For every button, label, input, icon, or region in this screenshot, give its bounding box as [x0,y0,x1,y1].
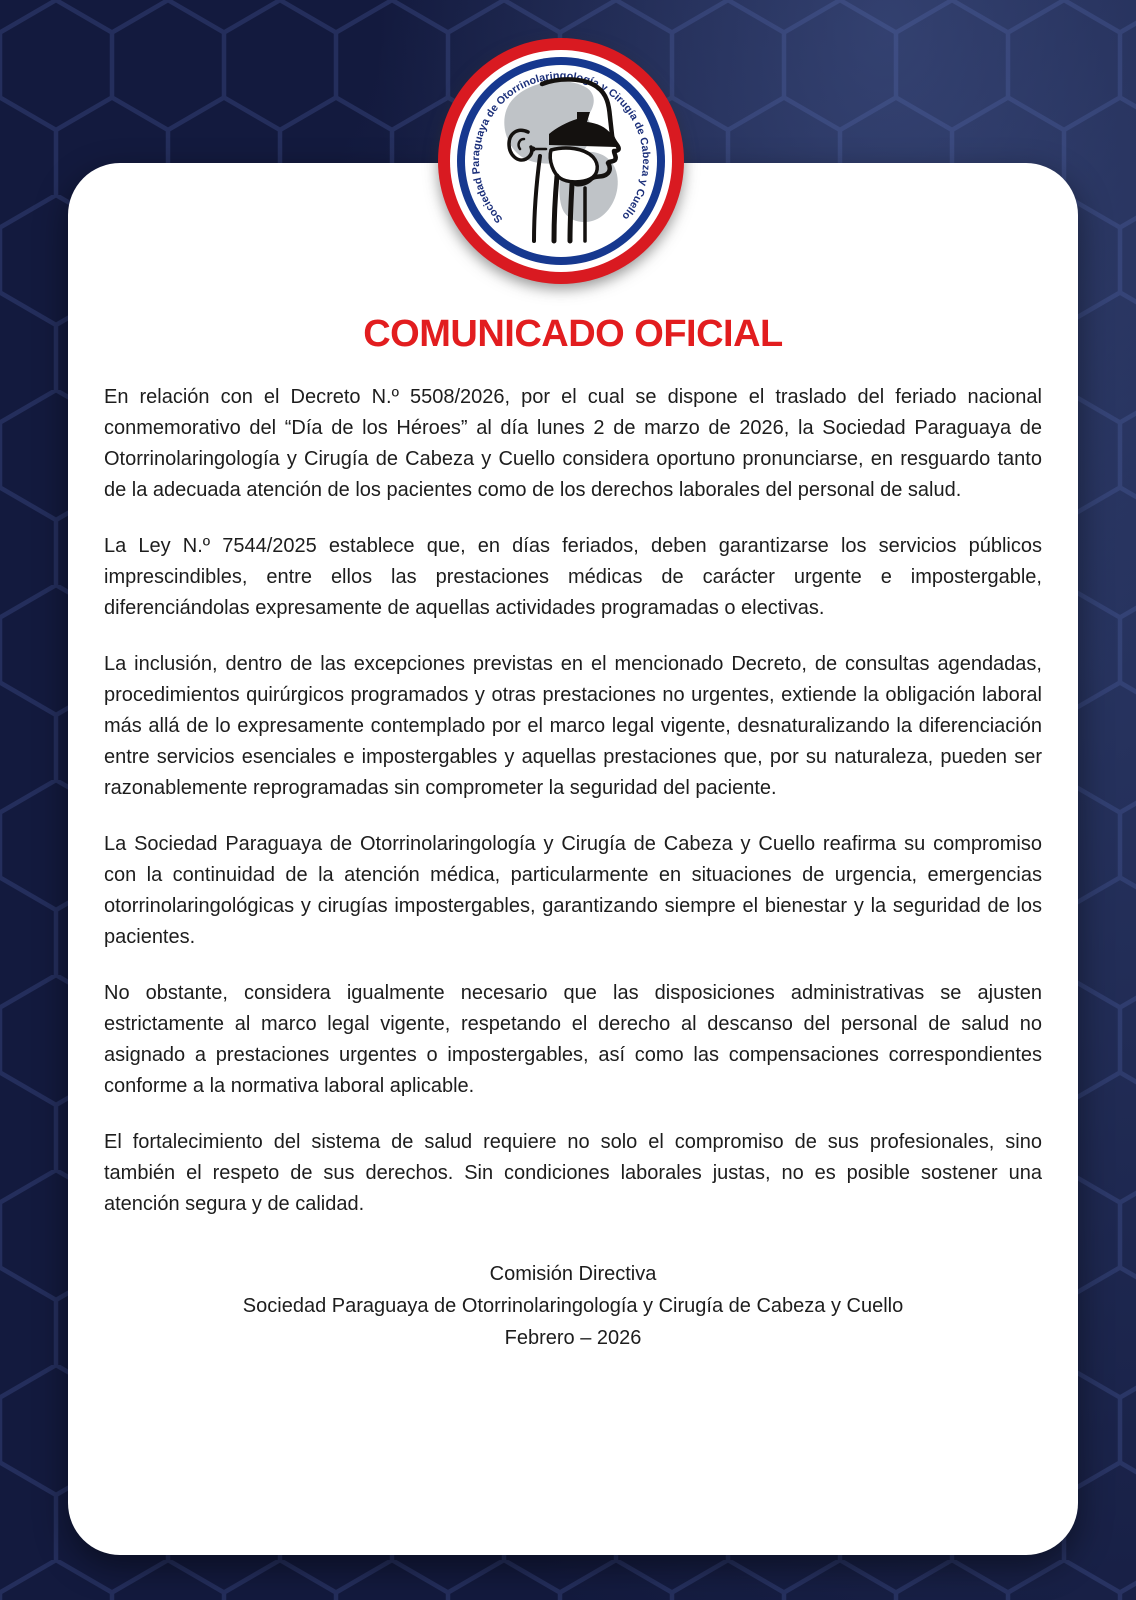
statement-body [104,382,1042,1220]
society-logo-icon [436,36,686,286]
statement-paragraph-5: No obstante, considera igualmente necesario que las disposiciones administrativas se ajusten estrictamente al marco legal vigente, respetando el derecho al descanso del personal de salud no asignado a prestaciones urgentes o impostergables, así como las compensaciones correspondientes conforme a la normativa laboral aplicable. [104,982,1042,1097]
signature-block [104,1258,1042,1354]
statement-paragraph-6: El fortalecimiento del sistema de salud requiere no solo el compromiso de sus profesionales, sino también el respeto de sus derechos. Sin condiciones laborales justas, no es posible sostener una atención segura y de calidad. [104,1131,1042,1215]
signature-date: Febrero – 2026 [504,1327,642,1349]
signature-society-name: Sociedad Paraguaya de Otorrinolaringología y Cirugía de Cabeza y Cuello [242,1295,904,1317]
logo-ring-text: Sociedad Paraguaya de Otorrinolaringología y Cirugía de Cabeza y Cuello [469,69,653,226]
statement-card [68,163,1078,1555]
statement-paragraph-2: La Ley N.º 7544/2025 establece que, en días feriados, deben garantizarse los servicios públicos imprescindibles, entre ellos las prestaciones médicas de carácter urgente e impostergable, diferenciándolas expresamente de aquellas actividades programadas o electivas. [104,535,1042,619]
statement-paragraph-1: En relación con el Decreto N.º 5508/2026, por el cual se dispone el traslado del feriado nacional conmemorativo del “Día de los Héroes” al día lunes 2 de marzo de 2026, la Sociedad Paraguaya de Otorrinolaringología y Cirugía de Cabeza y Cuello considera oportuno pronunciarse, en resguardo tanto de la adecuada atención de los pacientes como de los derechos laborales del personal de salud. [104,386,1042,501]
statement-paragraph-3: La inclusión, dentro de las excepciones previstas en el mencionado Decreto, de consultas agendadas, procedimientos quirúrgicos programados y otras prestaciones no urgentes, extiende la obligación laboral más allá de lo expresamente contemplado por el marco legal vigente, desnaturalizando la diferenciación entre servicios esenciales e impostergables y aquellas prestaciones que, por su naturaleza, pueden ser razonablemente reprogramadas sin comprometer la seguridad del paciente. [104,653,1042,799]
statement-content [68,163,1078,1354]
society-logo-badge [436,36,686,286]
statement-paragraph-4: La Sociedad Paraguaya de Otorrinolaringología y Cirugía de Cabeza y Cuello reafirma su compromiso con la continuidad de la atención médica, particularmente en situaciones de urgencia, emergencias otorrinolaringológicas y cirugías impostergables, garantizando siempre el bienestar y la seguridad de los pacientes. [104,833,1042,948]
signature-committee: Comisión Directiva [489,1263,657,1285]
page-title: COMUNICADO OFICIAL [363,313,783,355]
